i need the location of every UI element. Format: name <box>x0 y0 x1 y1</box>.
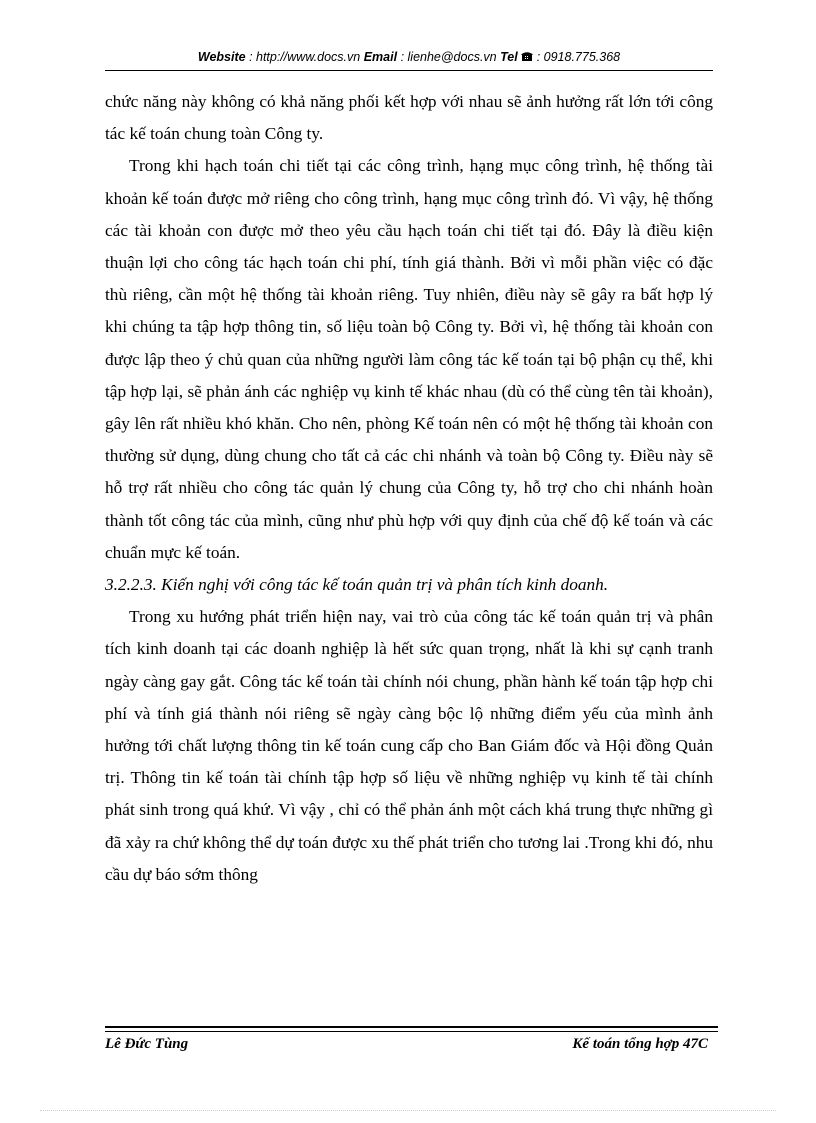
website-value: : http://www.docs.vn <box>249 50 361 64</box>
footer-divider-thin <box>105 1031 718 1032</box>
footer-divider-thick <box>105 1026 718 1028</box>
phone-icon <box>521 51 533 62</box>
email-label: Email <box>363 50 398 64</box>
website-label: Website <box>197 50 246 64</box>
paragraph-2: Trong khi hạch toán chi tiết tại các công trình, hạng mục công trình, hệ thống tài khoản kế toán được mở riêng cho công trình, hạng mục công trình đó. Vì vậy, hệ thống các tài khoản con được mở theo yêu cầu hạch toán chi tiết tại đó. Đây là điều kiện thuận lợi cho công tác hạch toán chi phí, tính giá thành. Bởi vì mỗi phần việc có đặc thù riêng, cần một hệ thống tài khoản riêng. Tuy nhiên, điều này sẽ gây ra bất hợp lý khi chúng ta tập hợp thông tin, số liệu toàn bộ Công ty. Bởi vì, hệ thống tài khoản con được lập theo ý chủ quan của những người làm công tác kế toán tại bộ phận cụ thể, khi tập hợp lại, sẽ phản ánh các nghiệp vụ kinh tế khác nhau (dù có thể cùng tên tài khoản), gây lên rất nhiều khó khăn. Cho nên, phòng Kế toán nên có một hệ thống tài khoản con thường sử dụng, dùng chung cho tất cả các chi nhánh và toàn bộ Công ty. Điều này sẽ hỗ trợ rất nhiều cho công tác quản lý chung của Công ty, hỗ trợ cho chi nhánh hoàn thành tốt công tác của mình, cũng như phù hợp với quy định của chế độ kế toán và các chuẩn mực kế toán. <box>105 156 713 562</box>
section-heading: 3.2.2.3. Kiến nghị với công tác kế toán quản trị và phân tích kinh doanh. <box>105 575 609 595</box>
tel-value: : 0918.775.368 <box>536 50 621 64</box>
email-value: : lienhe@docs.vn <box>400 50 497 64</box>
page-bottom-border <box>40 1110 776 1111</box>
footer-class: Kế toán tổng hợp 47C <box>572 1036 708 1052</box>
paragraph-1: chức năng này không có khả năng phối kết hợp với nhau sẽ ảnh hưởng rất lớn tới công tác kế toán chung toàn Công ty. <box>105 92 713 144</box>
footer-author: Lê Đức Tùng <box>105 1036 189 1052</box>
header-divider <box>105 70 713 71</box>
page-header <box>105 50 713 64</box>
paragraph-3: Trong xu hướng phát triển hiện nay, vai trò của công tác kế toán quản trị và phân tích kinh doanh tại các doanh nghiệp là hết sức quan trọng, nhất là khi sự cạnh tranh ngày càng gay gắt. Công tác kế toán tài chính nói chung, phần hành kế toán tập hợp chi phí và tính giá thành nói riêng sẽ ngày càng bộc lộ những điểm yếu của mình ảnh hưởng tới chất lượng thông tin kế toán cung cấp cho Ban Giám đốc và Hội đồng Quản trị. Thông tin kế toán tài chính tập hợp số liệu về những nghiệp vụ kinh tế tài chính phát sinh trong quá khứ. Vì vậy , chỉ có thể phản ánh một cách khá trung thực những gì đã xảy ra chứ không thể dự toán được xu thế phát triển cho tương lai .Trong khi đó, nhu cầu dự báo sớm thông <box>105 607 713 884</box>
document-body <box>105 86 713 891</box>
tel-label: Tel <box>500 50 518 64</box>
